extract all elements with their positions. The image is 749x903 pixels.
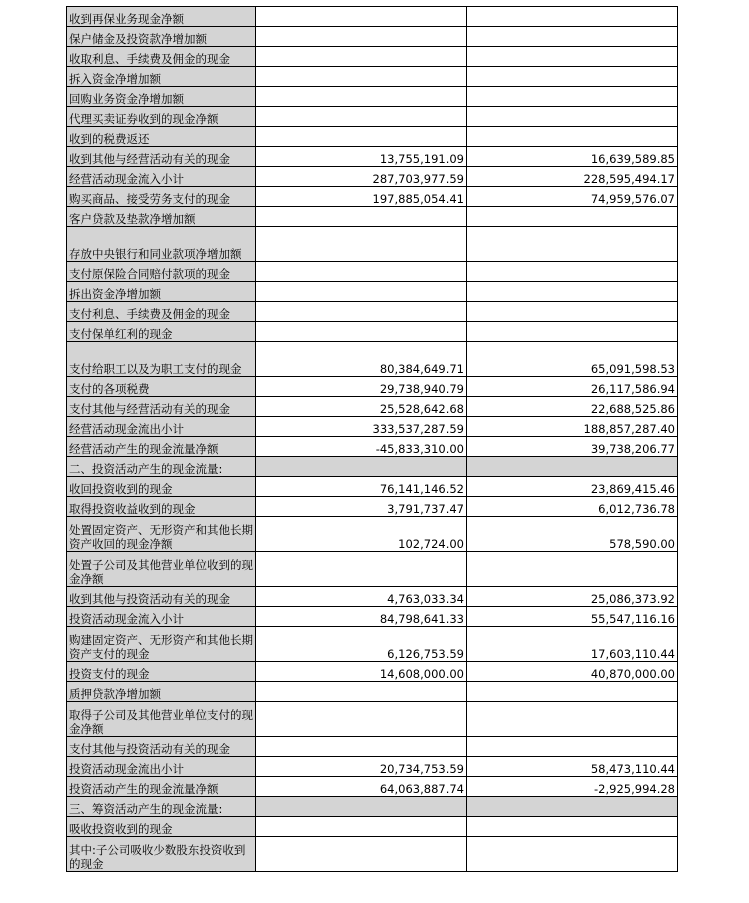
prior-period-value: 22,688,525.86 xyxy=(467,397,678,417)
current-period-value xyxy=(256,682,467,702)
current-period-value xyxy=(256,817,467,837)
prior-period-value xyxy=(467,682,678,702)
prior-period-value: 188,857,287.40 xyxy=(467,417,678,437)
row-label: 处置子公司及其他营业单位收到的现金净额 xyxy=(67,552,256,587)
row-label: 存放中央银行和同业款项净增加额 xyxy=(67,227,256,262)
prior-period-value xyxy=(467,797,678,817)
table-row xyxy=(67,282,678,302)
row-label: 投资活动现金流入小计 xyxy=(67,607,256,627)
current-period-value: 287,703,977.59 xyxy=(256,167,467,187)
row-label: 经营活动产生的现金流量净额 xyxy=(67,437,256,457)
row-label: 购建固定资产、无形资产和其他长期资产支付的现金 xyxy=(67,627,256,662)
table-row xyxy=(67,47,678,67)
current-period-value xyxy=(256,552,467,587)
row-label: 收到的税费返还 xyxy=(67,127,256,147)
prior-period-value xyxy=(467,207,678,227)
current-period-value xyxy=(256,282,467,302)
prior-period-value: 58,473,110.44 xyxy=(467,757,678,777)
table-row xyxy=(67,87,678,107)
row-label: 支付原保险合同赔付款项的现金 xyxy=(67,262,256,282)
row-label: 支付保单红利的现金 xyxy=(67,322,256,342)
row-label: 收取利息、手续费及佣金的现金 xyxy=(67,47,256,67)
row-label: 拆出资金净增加额 xyxy=(67,282,256,302)
current-period-value xyxy=(256,837,467,872)
current-period-value: 333,537,287.59 xyxy=(256,417,467,437)
prior-period-value xyxy=(467,552,678,587)
row-label: 投资活动产生的现金流量净额 xyxy=(67,777,256,797)
prior-period-value: 17,603,110.44 xyxy=(467,627,678,662)
prior-period-value: 26,117,586.94 xyxy=(467,377,678,397)
current-period-value: 84,798,641.33 xyxy=(256,607,467,627)
table-row xyxy=(67,67,678,87)
current-period-value: 25,528,642.68 xyxy=(256,397,467,417)
current-period-value xyxy=(256,302,467,322)
table-row xyxy=(67,227,678,262)
table-row xyxy=(67,682,678,702)
current-period-value: 29,738,940.79 xyxy=(256,377,467,397)
table-row xyxy=(67,7,678,27)
table-row xyxy=(67,107,678,127)
current-period-value: 13,755,191.09 xyxy=(256,147,467,167)
row-label: 支付的各项税费 xyxy=(67,377,256,397)
table-row xyxy=(67,607,678,627)
row-label: 经营活动现金流入小计 xyxy=(67,167,256,187)
prior-period-value: 25,086,373.92 xyxy=(467,587,678,607)
row-label: 保户储金及投资款净增加额 xyxy=(67,27,256,47)
prior-period-value: 55,547,116.16 xyxy=(467,607,678,627)
prior-period-value: 16,639,589.85 xyxy=(467,147,678,167)
table-row xyxy=(67,377,678,397)
prior-period-value: 40,870,000.00 xyxy=(467,662,678,682)
current-period-value: -45,833,310.00 xyxy=(256,437,467,457)
prior-period-value: -2,925,994.28 xyxy=(467,777,678,797)
current-period-value: 76,141,146.52 xyxy=(256,477,467,497)
table-row xyxy=(67,207,678,227)
prior-period-value xyxy=(467,702,678,737)
current-period-value xyxy=(256,737,467,757)
table-row xyxy=(67,262,678,282)
row-label: 经营活动现金流出小计 xyxy=(67,417,256,437)
row-label: 取得投资收益收到的现金 xyxy=(67,497,256,517)
current-period-value: 14,608,000.00 xyxy=(256,662,467,682)
table-row xyxy=(67,397,678,417)
prior-period-value xyxy=(467,227,678,262)
table-row xyxy=(67,627,678,662)
table-row xyxy=(67,837,678,872)
row-label: 质押贷款净增加额 xyxy=(67,682,256,702)
prior-period-value xyxy=(467,262,678,282)
row-label: 拆入资金净增加额 xyxy=(67,67,256,87)
current-period-value xyxy=(256,207,467,227)
section-header-row xyxy=(67,457,678,477)
current-period-value: 3,791,737.47 xyxy=(256,497,467,517)
prior-period-value xyxy=(467,27,678,47)
current-period-value: 102,724.00 xyxy=(256,517,467,552)
row-label: 客户贷款及垫款净增加额 xyxy=(67,207,256,227)
prior-period-value xyxy=(467,322,678,342)
section-title: 三、筹资活动产生的现金流量: xyxy=(67,797,256,817)
prior-period-value xyxy=(467,737,678,757)
prior-period-value: 578,590.00 xyxy=(467,517,678,552)
table-row xyxy=(67,702,678,737)
current-period-value xyxy=(256,7,467,27)
current-period-value: 64,063,887.74 xyxy=(256,777,467,797)
row-label: 代理买卖证券收到的现金净额 xyxy=(67,107,256,127)
current-period-value xyxy=(256,47,467,67)
prior-period-value xyxy=(467,47,678,67)
table-row xyxy=(67,517,678,552)
current-period-value xyxy=(256,27,467,47)
row-label: 支付其他与经营活动有关的现金 xyxy=(67,397,256,417)
current-period-value xyxy=(256,262,467,282)
current-period-value xyxy=(256,227,467,262)
row-label: 支付利息、手续费及佣金的现金 xyxy=(67,302,256,322)
current-period-value: 6,126,753.59 xyxy=(256,627,467,662)
table-row xyxy=(67,302,678,322)
prior-period-value xyxy=(467,302,678,322)
prior-period-value xyxy=(467,817,678,837)
prior-period-value xyxy=(467,87,678,107)
prior-period-value xyxy=(467,837,678,872)
prior-period-value xyxy=(467,457,678,477)
prior-period-value xyxy=(467,67,678,87)
prior-period-value: 228,595,494.17 xyxy=(467,167,678,187)
table-row xyxy=(67,552,678,587)
table-row xyxy=(67,322,678,342)
row-label: 投资支付的现金 xyxy=(67,662,256,682)
row-label: 其中:子公司吸收少数股东投资收到的现金 xyxy=(67,837,256,872)
row-label: 收到其他与经营活动有关的现金 xyxy=(67,147,256,167)
table-row xyxy=(67,662,678,682)
row-label: 收到其他与投资活动有关的现金 xyxy=(67,587,256,607)
current-period-value xyxy=(256,67,467,87)
prior-period-value xyxy=(467,107,678,127)
prior-period-value xyxy=(467,7,678,27)
table-row xyxy=(67,817,678,837)
current-period-value xyxy=(256,107,467,127)
table-row xyxy=(67,187,678,207)
table-row xyxy=(67,167,678,187)
row-label: 吸收投资收到的现金 xyxy=(67,817,256,837)
prior-period-value: 74,959,576.07 xyxy=(467,187,678,207)
cash-flow-table xyxy=(66,6,678,872)
table-row xyxy=(67,437,678,457)
table-row xyxy=(67,417,678,437)
table-row xyxy=(67,147,678,167)
table-row xyxy=(67,737,678,757)
current-period-value: 80,384,649.71 xyxy=(256,342,467,377)
current-period-value xyxy=(256,87,467,107)
table-row xyxy=(67,342,678,377)
table-row xyxy=(67,477,678,497)
table-row xyxy=(67,27,678,47)
table-row xyxy=(67,497,678,517)
row-label: 投资活动现金流出小计 xyxy=(67,757,256,777)
row-label: 回购业务资金净增加额 xyxy=(67,87,256,107)
row-label: 收回投资收到的现金 xyxy=(67,477,256,497)
prior-period-value xyxy=(467,127,678,147)
table-row xyxy=(67,127,678,147)
prior-period-value: 23,869,415.46 xyxy=(467,477,678,497)
table-row xyxy=(67,757,678,777)
row-label: 处置固定资产、无形资产和其他长期资产收回的现金净额 xyxy=(67,517,256,552)
current-period-value: 4,763,033.34 xyxy=(256,587,467,607)
prior-period-value: 6,012,736.78 xyxy=(467,497,678,517)
row-label: 购买商品、接受劳务支付的现金 xyxy=(67,187,256,207)
current-period-value xyxy=(256,127,467,147)
table-row xyxy=(67,777,678,797)
section-title: 二、投资活动产生的现金流量: xyxy=(67,457,256,477)
current-period-value xyxy=(256,322,467,342)
current-period-value xyxy=(256,797,467,817)
row-label: 支付给职工以及为职工支付的现金 xyxy=(67,342,256,377)
current-period-value: 197,885,054.41 xyxy=(256,187,467,207)
row-label: 取得子公司及其他营业单位支付的现金净额 xyxy=(67,702,256,737)
table-row xyxy=(67,587,678,607)
row-label: 支付其他与投资活动有关的现金 xyxy=(67,737,256,757)
current-period-value: 20,734,753.59 xyxy=(256,757,467,777)
section-header-row xyxy=(67,797,678,817)
prior-period-value: 65,091,598.53 xyxy=(467,342,678,377)
prior-period-value xyxy=(467,282,678,302)
row-label: 收到再保业务现金净额 xyxy=(67,7,256,27)
prior-period-value: 39,738,206.77 xyxy=(467,437,678,457)
current-period-value xyxy=(256,702,467,737)
current-period-value xyxy=(256,457,467,477)
